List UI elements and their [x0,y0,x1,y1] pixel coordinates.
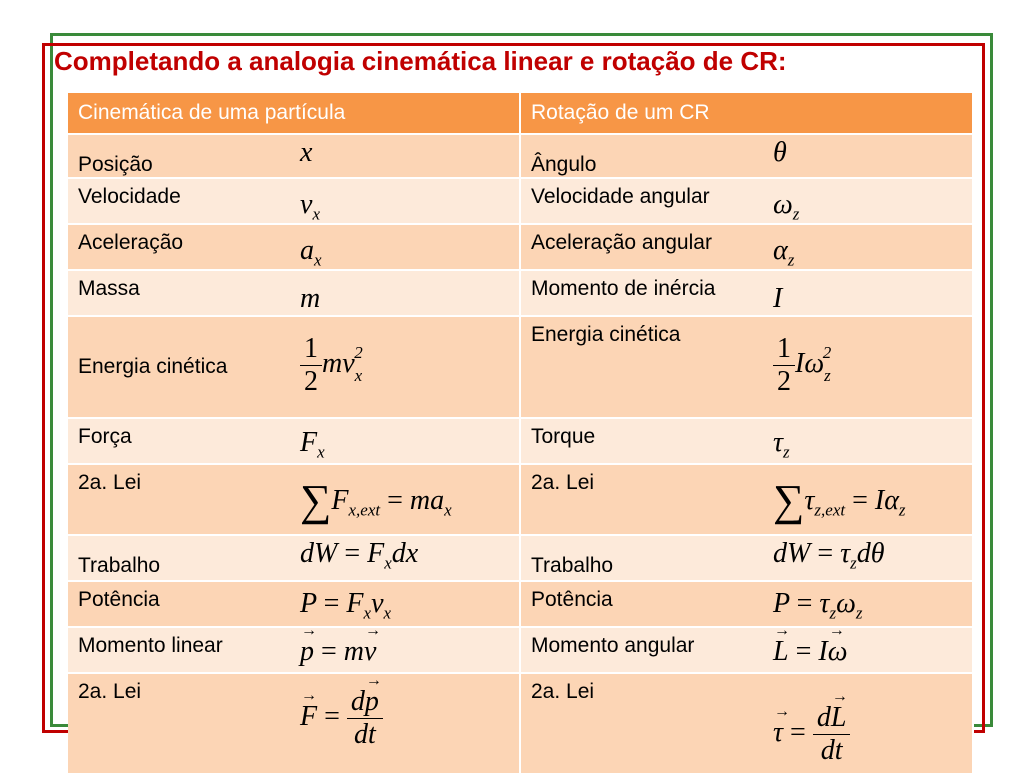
eq-angular-momentum: → L = I→ ω [773,636,847,668]
label-angular-velocity: Velocidade angular [531,185,710,208]
label-position: Posição [78,153,153,176]
eq-force: $F_x$ [300,427,325,462]
table-row [68,535,973,581]
cell-second-law-momentum-linear [68,673,520,773]
cell-kinetic-energy-linear [68,316,520,418]
table-row [68,673,973,773]
label-moment-of-inertia: Momento de inércia [531,277,716,300]
eq-torque: $\tau_z$ [773,427,790,462]
eq-kinetic-energy-linear: $\frac{1}{2}$ $mv_x^2$ [300,333,371,398]
cell-angular-velocity [520,178,973,224]
label-acceleration: Aceleração [78,231,184,254]
label-angular-acceleration: Aceleração angular [531,231,712,254]
label-second-law-momentum-linear: 2a. Lei [78,680,142,703]
label-velocity: Velocidade [78,185,181,208]
table-row [68,581,973,627]
cell-work-linear [68,535,520,581]
table-row [68,418,973,464]
eq-angular-acceleration: $\alpha_z$ [773,235,795,270]
label-second-law-momentum-rotation: 2a. Lei [531,680,595,703]
cell-torque [520,418,973,464]
table-row [68,178,973,224]
cell-angular-acceleration [520,224,973,270]
eq-second-law-momentum-linear: → F = $\frac{d\to p}{dt}$ [300,686,383,751]
cell-second-law-rotation [520,464,973,535]
eq-mass: m [300,283,321,314]
eq-work-linear: dW = $F_xdx$ [300,538,419,573]
cell-work-rotation [520,535,973,581]
label-power-rotation: Potência [531,588,613,611]
cell-power-rotation [520,581,973,627]
cell-angle [520,134,973,178]
header-linear: Cinemática de uma partícula [68,93,520,134]
analogy-table [68,93,974,773]
cell-velocity [68,178,520,224]
label-work-rotation: Trabalho [531,554,614,577]
eq-acceleration: $a_x$ [300,235,322,270]
eq-power-rotation: $P = \tau_z\omega_z$ [773,588,863,623]
cell-force [68,418,520,464]
cell-second-law-linear [68,464,520,535]
cell-position [68,134,520,178]
cell-angular-momentum [520,627,973,673]
label-linear-momentum: Momento linear [78,634,223,657]
cell-moment-of-inertia [520,270,973,316]
eq-work-rotation: dW = $\tau_zd\theta$ [773,538,885,573]
cell-second-law-momentum-rotation [520,673,973,773]
table-row [68,270,973,316]
slide-title: Completando a analogia cinemática linear e rotação de CR: [54,46,787,76]
table-row [68,224,973,270]
table-row [68,316,973,418]
label-second-law-linear: 2a. Lei [78,471,142,494]
label-angle: Ângulo [531,153,597,176]
table-row [68,627,973,673]
label-kinetic-energy-rotation: Energia cinética [531,323,681,346]
label-second-law-rotation: 2a. Lei [531,471,595,494]
eq-position: x [300,137,313,168]
eq-second-law-linear: $\sum F_{x,ext} = ma_x$ [300,476,452,525]
eq-second-law-momentum-rotation: → τ = $\frac{d\to L}{dt}$ [773,702,850,767]
eq-moment-of-inertia: I [773,283,783,314]
table-row [68,464,973,535]
label-torque: Torque [531,425,596,448]
label-kinetic-energy-linear: Energia cinética [78,355,228,378]
label-mass: Massa [78,277,140,300]
eq-power-linear: $P = F_xv_x$ [300,588,392,623]
eq-angle: θ [773,137,787,168]
label-force: Força [78,425,132,448]
cell-power-linear [68,581,520,627]
label-work-linear: Trabalho [78,554,161,577]
cell-linear-momentum [68,627,520,673]
label-power-linear: Potência [78,588,160,611]
label-angular-momentum: Momento angular [531,634,695,657]
cell-acceleration [68,224,520,270]
eq-linear-momentum: → p = m→ v [300,636,376,668]
eq-second-law-rotation: $\sum\tau_{z,ext} = I\alpha_z$ [773,476,906,525]
eq-velocity: $v_x$ [300,189,320,224]
cell-kinetic-energy-rotation [520,316,973,418]
eq-angular-velocity: $\omega_z$ [773,189,800,224]
header-rotation: Rotação de um CR [520,93,973,134]
table-row [68,134,973,178]
table-header-row [68,93,973,134]
eq-kinetic-energy-rotation: $\frac{1}{2}$ $I\omega_z^2$ [773,333,839,398]
cell-mass [68,270,520,316]
